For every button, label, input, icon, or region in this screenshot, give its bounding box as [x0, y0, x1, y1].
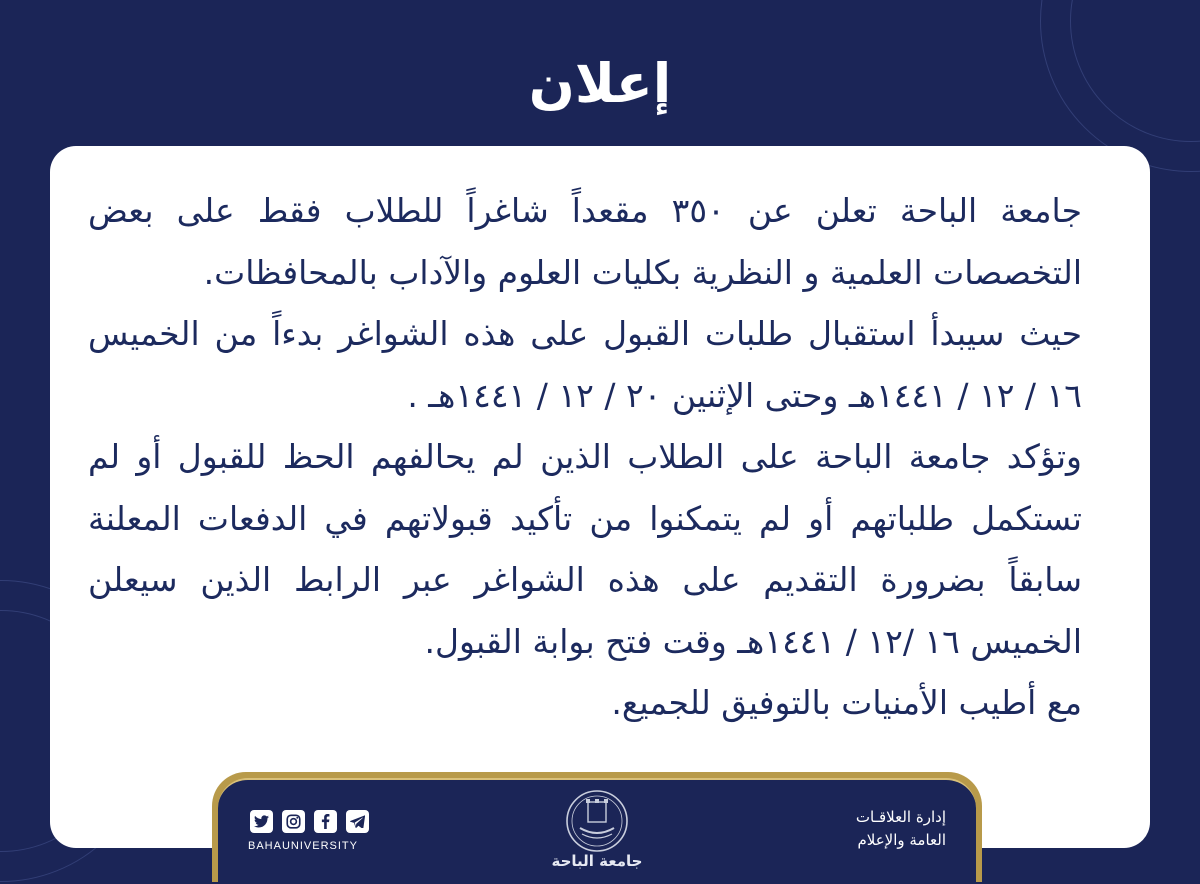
- university-name: جامعة الباحة: [551, 852, 643, 870]
- department-line: إدارة العلاقـات: [855, 808, 946, 826]
- facebook-icon[interactable]: [314, 810, 337, 833]
- announcement-title: إعلان: [528, 52, 672, 115]
- announcement-body: [88, 180, 1082, 734]
- social-handle: BAHAUNIVERSITY: [248, 840, 358, 852]
- instagram-icon[interactable]: [282, 810, 305, 833]
- footer-bar: [218, 778, 976, 884]
- department-line: العامة والإعلام: [857, 831, 946, 849]
- announcement-paragraph: جامعة الباحة تعلن عن ٣٥٠ مقعداً شاغراً للطلاب فقط على بعض التخصصات العلمية و النظرية بكليات العلوم والآداب بالمحافظات.: [88, 191, 1083, 292]
- university-logo: [564, 788, 630, 854]
- department-name: [766, 806, 946, 852]
- social-links: [250, 810, 369, 833]
- telegram-icon[interactable]: [346, 810, 369, 833]
- announcement-paragraph: حيث سيبدأ استقبال طلبات القبول على هذه الشواغر بدءاً من الخميس ١٦ / ١٢ / ١٤٤١هـ وحتى الإثنين ٢٠ / ١٢ / ١٤٤١هـ .: [88, 314, 1082, 415]
- announcement-paragraph: مع أطيب الأمنيات بالتوفيق للجميع.: [611, 683, 1082, 722]
- twitter-icon[interactable]: [250, 810, 273, 833]
- announcement-paragraph: وتؤكد جامعة الباحة على الطلاب الذين لم يحالفهم الحظ للقبول أو لم تستكمل طلباتهم أو لم يتمكنوا من تأكيد قبولاتهم في الدفعات المعلنة سابقاً بضرورة التقديم على هذه الشواغر عبر الرابط الذين سيعلن الخميس ١٦ /١٢ / ١٤٤١هـ وقت فتح بوابة القبول.: [88, 437, 1082, 661]
